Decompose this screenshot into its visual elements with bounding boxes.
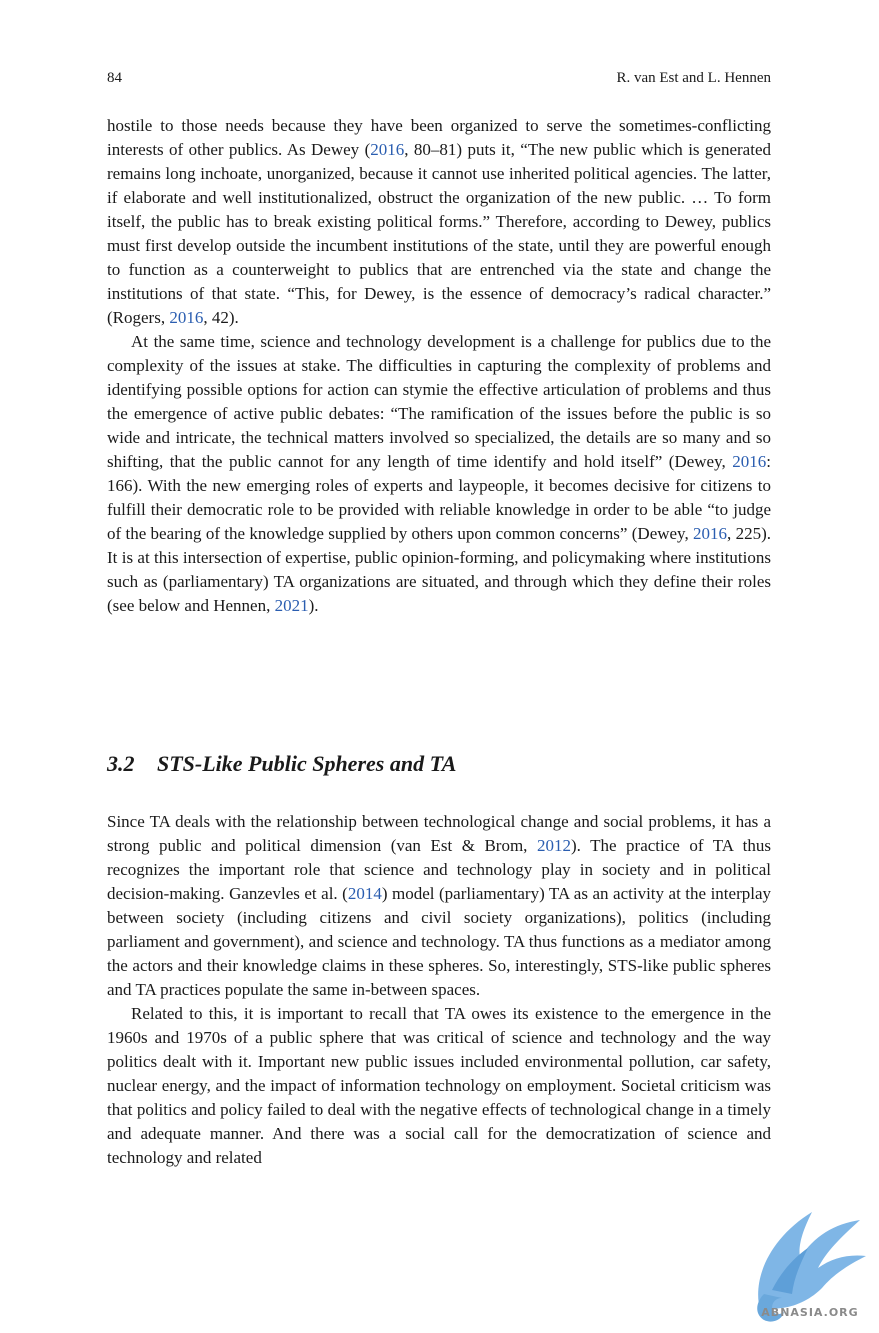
text-run: , 225). It is at this intersection of expertise, public opinion-forming, and policymaking where institutions such as (parliamentary) TA organizations are situated, and through which they define their roles (see below and Hennen, [107, 524, 771, 615]
citation-link[interactable]: 2021 [274, 596, 309, 615]
citation-link[interactable]: 2016 [732, 452, 767, 471]
watermark-text: ABNASIA.ORG [761, 1306, 859, 1319]
text-run: ). The practice of TA thus recognizes the important role that science and technology play in society and in political decision-making. Ganzevles et al. ( [107, 836, 771, 903]
text-run: Related to this, it is important to recall that TA owes its existence to the emergence in the 1960s and 1970s of a public sphere that was critical of science and technology and the way politics dealt with it. Important new public issues included environmental pollution, car safety, nuclear energy, and the impact of information technology on employment. Societal criticism was that politics and policy failed to deal with the negative effects of technological change in a timely and adequate manner. And there was a social call for the democratization of science and technology and related [107, 1004, 771, 1167]
body-text-bottom [107, 810, 771, 1170]
section-number: 3.2 [107, 751, 135, 776]
text-run: ) model (parliamentary) TA as an activity at the interplay between society (including citizens and civil society organizations), politics (including parliament and government), and science and technology. TA thus functions as a mediator among the actors and their knowledge claims in these spheres. So, interestingly, STS-like public spheres and TA practices populate the same in-between spaces. [107, 884, 771, 999]
section-heading [107, 750, 771, 778]
citation-link[interactable]: 2014 [347, 884, 382, 903]
citation-link[interactable]: 2012 [536, 836, 571, 855]
section-title: STS-Like Public Spheres and TA [157, 751, 457, 776]
body-text-top [107, 114, 771, 618]
paragraph-2 [107, 330, 771, 618]
page-header [107, 70, 771, 90]
paragraph-1 [107, 114, 771, 330]
citation-link[interactable]: 2016 [169, 308, 204, 327]
text-run: At the same time, science and technology development is a challenge for publics due to the complexity of the issues at stake. The difficulties in capturing the complexity of problems and identifying possible options for action can stymie the effective articulation of problems and thus the emergence of active public debates: “The ramification of the issues before the public is so wide and intricate, the technical matters involved so specialized, the details are so many and so shifting, that the public cannot for any length of time identify and hold itself” (Dewey, [107, 332, 771, 471]
text-run: hostile to those needs because they have been organized to serve the sometimes-conflicting interests of other publics. As Dewey ( [107, 116, 771, 159]
citation-link[interactable]: 2016 [370, 140, 405, 159]
text-run: ). [308, 596, 319, 615]
paragraph-3 [107, 810, 771, 1002]
paragraph-4 [107, 1002, 771, 1170]
text-run: Since TA deals with the relationship between technological change and social problems, it has a strong public and political dimension (van Est & Brom, [107, 812, 771, 855]
citation-link[interactable]: 2016 [693, 524, 728, 543]
page-number: 84 [107, 70, 122, 86]
text-run: , 42). [203, 308, 239, 327]
running-head: R. van Est and L. Hennen [616, 70, 771, 86]
text-run: : 166). With the new emerging roles of experts and laypeople, it becomes decisive for citizens to fulfill their democratic role to be provided with reliable knowledge in order to be able “to judge of the bearing of the knowledge supplied by others upon common concerns” (Dewey, [107, 452, 771, 543]
text-run: , 80–81) puts it, “The new public which is generated remains long inchoate, unorganized, because it cannot use inherited political agencies. The latter, if elaborate and well institutionalized, obstruct the organization of the new public. … To form itself, the public has to break existing political forms.” Therefore, according to Dewey, publics must first develop outside the incumbent institutions of the state, until they are powerful enough to function as a counterweight to publics that are entrenched via the state and change the institutions of that state. “This, for Dewey, is the essence of democracy’s radical character.” (Rogers, [107, 140, 771, 327]
